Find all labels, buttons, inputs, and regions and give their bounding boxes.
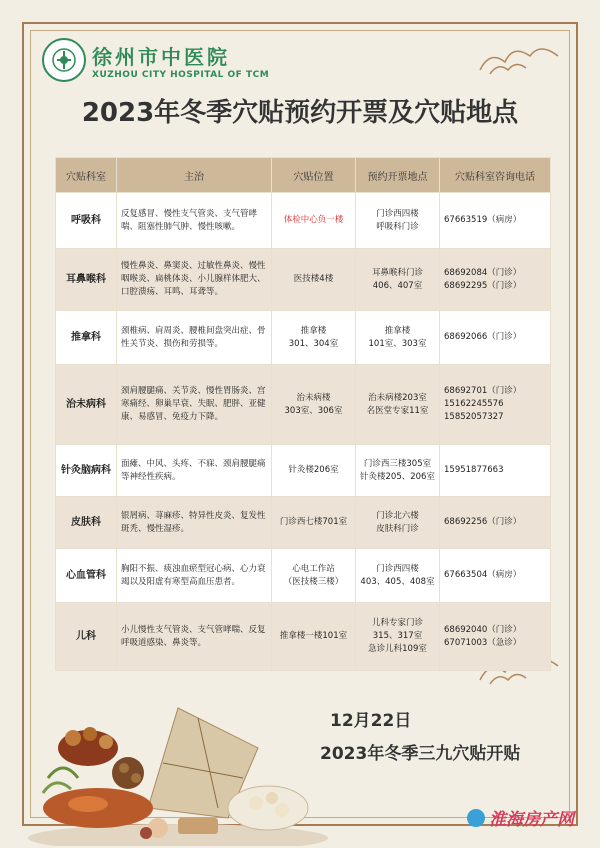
phone-cell: 67663504（病房） — [440, 549, 551, 603]
column-header: 预约开票地点 — [356, 158, 440, 193]
booking-cell: 门诊西四楼 403、405、408室 — [356, 549, 440, 603]
table-row — [56, 249, 551, 311]
location-cell: 治未病楼 303室、306室 — [272, 365, 356, 445]
start-date: 12月22日 — [330, 711, 412, 731]
dept-cell: 耳鼻喉科 — [56, 249, 117, 311]
start-announcement: 2023年冬季三九穴贴开贴 — [320, 744, 521, 764]
cloud-ornament-top-right — [470, 40, 566, 80]
table-header-row — [56, 158, 551, 193]
watermark — [467, 805, 574, 830]
dept-cell: 心血管科 — [56, 549, 117, 603]
watermark-logo-icon — [467, 809, 485, 827]
booking-cell: 门诊北六楼 皮肤科门诊 — [356, 497, 440, 549]
table-row — [56, 311, 551, 365]
column-header: 主治 — [117, 158, 272, 193]
phone-cell: 15951877663 — [440, 445, 551, 497]
column-header: 穴贴科室 — [56, 158, 117, 193]
booking-cell: 门诊西三楼305室 针灸楼205、206室 — [356, 445, 440, 497]
hospital-name-cn: 徐州市中医院 — [92, 44, 230, 69]
phone-cell: 68692256（门诊） — [440, 497, 551, 549]
indications-cell: 面瘫、中风、头疼、不寐、颈肩腰腿痛等神经性疾病。 — [117, 445, 272, 497]
dept-cell: 推拿科 — [56, 311, 117, 365]
phone-cell: 68692040（门诊） 67071003（急诊） — [440, 603, 551, 671]
herbal-ingredients-illustration — [28, 668, 328, 846]
location-cell: 医技楼4楼 — [272, 249, 356, 311]
booking-cell: 门诊西四楼 呼吸科门诊 — [356, 193, 440, 249]
location-cell: 针灸楼206室 — [272, 445, 356, 497]
page-title: 2023年冬季穴贴预约开票及穴贴地点 — [81, 98, 519, 128]
table-row — [56, 365, 551, 445]
indications-cell: 小儿慢性支气管炎、支气管哮喘、反复呼吸道感染、鼻炎等。 — [117, 603, 272, 671]
indications-cell: 颈肩腰腿痛、关节炎、慢性胃肠炎、宫寒痛经、卵巢早衰、失眠、肥胖、亚健康、易感冒、免疫力下降。 — [117, 365, 272, 445]
dept-cell: 治未病科 — [56, 365, 117, 445]
dept-cell: 皮肤科 — [56, 497, 117, 549]
location-cell: 推拿楼 301、304室 — [272, 311, 356, 365]
phone-cell: 67663519（病房） — [440, 193, 551, 249]
hospital-name-en: XUZHOU CITY HOSPITAL OF TCM — [92, 69, 270, 80]
phone-cell: 68692084（门诊） 68692295（门诊） — [440, 249, 551, 311]
indications-cell: 颈椎病、肩周炎、腰椎间盘突出症、骨性关节炎、损伤和劳损等。 — [117, 311, 272, 365]
column-header: 穴贴位置 — [272, 158, 356, 193]
table-row — [56, 193, 551, 249]
location-cell: 体检中心负一楼 — [272, 193, 356, 249]
booking-cell: 耳鼻喉科门诊 406、407室 — [356, 249, 440, 311]
booking-cell: 儿科专家门诊 315、317室 急诊儿科109室 — [356, 603, 440, 671]
dept-cell: 呼吸科 — [56, 193, 117, 249]
booking-cell: 推拿楼 101室、303室 — [356, 311, 440, 365]
table-row — [56, 445, 551, 497]
booking-cell: 治未病楼203室 名医堂专家11室 — [356, 365, 440, 445]
watermark-text: 淮海房产网 — [489, 810, 574, 830]
location-cell: 心电工作站 （医技楼三楼） — [272, 549, 356, 603]
table-row — [56, 549, 551, 603]
phone-cell: 68692066（门诊） — [440, 311, 551, 365]
location-cell: 推拿楼一楼101室 — [272, 603, 356, 671]
dept-cell: 儿科 — [56, 603, 117, 671]
acupoint-schedule-table — [55, 157, 551, 671]
indications-cell: 胸阳不振、痰浊血瘀型冠心病、心力衰竭以及阳虚有寒型高血压患者。 — [117, 549, 272, 603]
indications-cell: 慢性鼻炎、鼻窦炎、过敏性鼻炎、慢性咽喉炎、扁桃体炎、小儿腺样体肥大、口腔溃疡、耳鸣、耳聋等。 — [117, 249, 272, 311]
hospital-logo — [42, 38, 269, 82]
indications-cell: 银屑病、荨麻疹、特异性皮炎、复发性斑秃、慢性湿疹。 — [117, 497, 272, 549]
table-row — [56, 497, 551, 549]
hospital-emblem-icon — [42, 38, 86, 82]
phone-cell: 68692701（门诊） 15162245576 15852057327 — [440, 365, 551, 445]
indications-cell: 反复感冒、慢性支气管炎、支气管哮喘、阻塞性肺气肿、慢性咳嗽。 — [117, 193, 272, 249]
location-cell: 门诊西七楼701室 — [272, 497, 356, 549]
dept-cell: 针灸脑病科 — [56, 445, 117, 497]
column-header: 穴贴科室咨询电话 — [440, 158, 551, 193]
table-row — [56, 603, 551, 671]
